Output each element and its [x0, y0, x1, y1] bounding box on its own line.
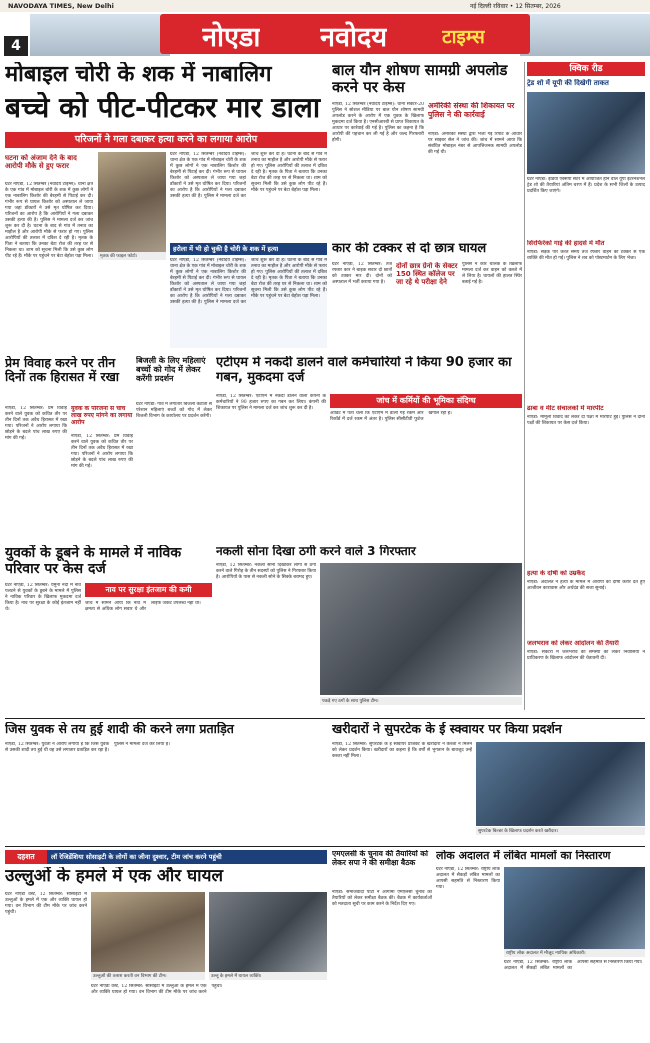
love-marriage-story: [5, 356, 133, 541]
love-body-2: नोएडा, 12 सितम्बर: प्रेम विवाह करने वाले युवक को कथित तौर पर तीन दिनों तक अवैध हिरासत में रखा गया। परिजनों ने आरोप लगाया कि छोड़ने के बदले पांच लाख रुपए की मांग की गई।: [71, 434, 133, 469]
quick-read-sub2: ढाबा व मीट संचालकों में मारपीट: [527, 405, 604, 412]
quick-read-column: [527, 62, 645, 710]
title-word-noida: नोएडा: [202, 22, 261, 53]
quick-read-sub4: जलभराव को लेकर आंदोलन की तैयारी: [527, 640, 619, 647]
owl-attack-story: [5, 850, 327, 1026]
gold-photo: [320, 563, 522, 695]
title-word-times: टाइम्स: [442, 26, 485, 48]
drown-kicker: नाव पर सुरक्षा इंतजाम की कमी: [85, 583, 212, 597]
lok-adalat-story: [436, 850, 645, 1026]
registration-marks-left: [6, 1030, 126, 1038]
lead-subbox-title: हरोला में भी हो चुकी है चोरी के शक में हत्या: [173, 245, 279, 253]
quick-read-body: ग्रेटर नोएडा: इंडिया एक्सपो सेंटर में आयोजित होने वाले यूपी इंटरनेशनल ट्रेड शो की तैयारियां अंतिम चरण में हैं। प्रदेश के सभी जिलों के उत्पाद प्रदर्शित किए जाएंगे।: [527, 177, 645, 194]
quick-read-divider: [524, 62, 525, 710]
car-right-col: पुलिस ने कार चालक के खिलाफ मामला दर्ज कर वाहन को कब्जे में ले लिया है। घायलों की हालत स्थिर बताई गई है।: [462, 262, 522, 285]
lokadalat-body-2: ग्रेटर नोएडा, 12 सितम्बर: राष्ट्रीय लोक अदालत में सैकड़ों लंबित मामलों का आपसी सहमति से निस्तारण किया गया।: [504, 960, 643, 971]
skyline-right: [520, 14, 650, 56]
car-pullquote: दोनों छात्र ग्रेनो के सेक्टर 150 स्थित कॉलेज पर जा रहे थे परीक्षा देने: [396, 262, 458, 287]
marriage-harassment-story: [5, 722, 327, 842]
lead-kicker: परिजनों ने गला दबाकर हत्या करने का लगाया आरोप: [5, 132, 327, 148]
lead-headline-line2: बच्चे को पीट-पीटकर मार डाला: [5, 92, 321, 124]
owl-caption-2: उल्लू के हमले में घायल व्यक्ति।: [209, 972, 327, 980]
registration-marks-right: [590, 1030, 645, 1038]
publication-name: NAVODAYA TIMES, New Delhi: [8, 2, 114, 10]
gold-headline: नकली सोना दिखा ठगी करने वाले 3 गिरफ्तार: [216, 545, 416, 558]
mid-page-rule: [5, 718, 645, 719]
drown-body: ग्रेटर नोएडा, 12 सितम्बर: यमुना नदी में नाव पलटने से युवकों के डूबने के मामले में पुलिस ने नाविक परिवार के खिलाफ मुकदमा दर्ज किया है। नाव पर सुरक्षा के कोई इंतजाम नहीं थे।: [5, 583, 81, 612]
owl-label: दहशत: [5, 850, 47, 864]
electric-body: ग्रेटर नोएडा: गांव में लगातार बिजली कटौती से परेशान महिलाएं बच्चों को गोद में लेकर बिजली विभाग के कार्यालय पर प्रदर्शन करेंगी।: [136, 402, 212, 419]
gold-caption: पकड़े गए ठगों के साथ पुलिस टीम।: [320, 697, 522, 705]
quick-read-sub2-body: नोएडा: मामूली विवाद को लेकर दो पक्षों में मारपीट हुई। पुलिस ने दोनों पक्षों की शिकायत पर केस दर्ज किया।: [527, 415, 645, 426]
supertech-caption: सुपरटेक बिल्डर के खिलाफ प्रदर्शन करते खरीदार।: [476, 827, 645, 835]
lokadalat-body: ग्रेटर नोएडा, 12 सितम्बर: राष्ट्रीय लोक अदालत में सैकड़ों लंबित मामलों का आपसी सहमति से निस्तारण किया गया।: [436, 867, 500, 890]
owl-body-2: ग्रेटर नोएडा वेस्ट, 12 सितम्बर: सोसाइटी में उल्लुओं के हमले में एक और व्यक्ति घायल हो गया। वन विभाग की टीम मौके पर जांच करने पहुंची।: [91, 984, 223, 995]
lokadalat-headline: लोक अदालत में लंबित मामलों का निस्तारण: [436, 850, 611, 862]
atm-sub: जांच में कर्मियों की भूमिका संदिग्ध: [330, 394, 522, 408]
lead-body: ग्रेटर नोएडा, 12 सितम्बर (नवोदय टाइम्स): थाना क्षेत्र के एक गांव में मोबाइल चोरी के शक में कुछ लोगों ने एक नाबालिग किशोर की बेरहमी से पिटाई कर दी। गंभीर रूप से घायल किशोर को अस्पताल ले जाया गया जहां डॉक्टरों ने उसे मृत घोषित कर दिया। परिजनों का आरोप है कि आरोपियों ने गला दबाकर उसकी हत्या की है। पुलिस ने मामला दर्ज कर जांच शुरू कर दी है। घटना के बाद से गांव में तनाव का माहौल है और आरोपी मौके से फरार हो गए। पुलिस आरोपियों की तलाश में दबिश दे रही है। मृतक के पिता ने बताया कि उनका बेटा रोज की तरह घर से निकला था। शाम को सूचना मिली कि उसे कुछ लोग पीट रहे हैं। मौके पर पहुंचने पर बेटा बेहोश पड़ा मिला।: [170, 152, 327, 199]
pocso-story: [332, 62, 522, 237]
marriage-headline: जिस युवक से तय हुई शादी की करने लगा प्रताड़ित: [5, 722, 234, 736]
atm-sub-body: ऑडिट में पता चला कि एटीएम में डाली गई रकम और रिकॉर्ड में दर्ज रकम में अंतर है। पुलिस सीसीटीवी फुटेज खंगाल रही है।: [330, 411, 452, 422]
marriage-body: नोएडा, 12 सितम्बर: युवती ने आरोप लगाया है कि जिस युवक से उसकी शादी तय हुई थी वह उसे लगातार प्रताड़ित कर रहा है। पुलिस ने मामला दर्ज कर लिया है।: [5, 742, 170, 753]
supertech-headline: खरीदारों ने सुपरटेक के ई स्क्वायर पर किया प्रदर्शन: [332, 722, 562, 736]
quick-read-sub1: सिरफिरेकों गाई की हादसे में मौत: [527, 240, 605, 247]
fake-gold-story: [216, 545, 522, 715]
owl-headline: उल्लुओं के हमले में एक और घायल: [5, 867, 223, 886]
drowning-story: [5, 545, 212, 715]
owl-kicker: लॉ रेजिडेंशिया सोसाइटी के लोगों का जीना दुश्वार, टीम जांच करने पहुंची: [51, 853, 222, 861]
quick-read-sub4-body: नोएडा: सेक्टरों में जलभराव की समस्या को लेकर निवासियों ने प्राधिकरण के खिलाफ आंदोलन की चेतावनी दी।: [527, 650, 645, 661]
car-headline: कार की टक्कर से दो छात्र घायल: [332, 242, 487, 256]
atm-headline: एटीएम में नकदी डालने वाले कर्मचारियों ने किया 90 हजार का गबन, मुकदमा दर्ज: [216, 356, 512, 385]
title-banner: [160, 14, 530, 54]
quick-read-label: क्विक रीड: [527, 62, 645, 76]
gold-body: नोएडा, 12 सितम्बर: नकली सोना दिखाकर लोगों से ठगी करने वाले गिरोह के तीन सदस्यों को पुलिस ने गिरफ्तार किया है। आरोपियों के पास से नकली सोने के सिक्के बरामद हुए।: [216, 563, 316, 580]
electric-headline: बिजली के लिए महिलाएं बच्चों को गोद में लेकर करेंगी प्रदर्शन: [136, 356, 206, 384]
lead-photo: [98, 152, 166, 252]
owl-body: ग्रेटर नोएडा वेस्ट, 12 सितम्बर: सोसाइटी में उल्लुओं के हमले में एक और व्यक्ति घायल हो गया। वन विभाग की टीम मौके पर जांच करने पहुंची।: [5, 892, 87, 915]
supertech-body: नोएडा, 12 सितम्बर: सुपरटेक के ई स्क्वायर प्रोजेक्ट के खरीदारों ने कब्जा न मिलने को लेकर प्रदर्शन किया। खरीदारों का कहना है कि वर्षों से भुगतान के बावजूद उन्हें कब्जा नहीं मिला।: [332, 742, 472, 759]
pocso-body: नोएडा, 12 सितम्बर (नवोदय टाइम्स): थाना सेक्टर-20 पुलिस ने सोशल मीडिया पर बाल यौन शोषण सामग्री अपलोड करने के आरोप में एक युवक के खिलाफ मुकदमा दर्ज किया है। एनसीआरबी से प्राप्त शिकायत के आधार पर कार्रवाई की गई है। पुलिस का कहना है कि आरोपी की पहचान कर ली गई है और जल्द गिरफ्तारी होगी।: [332, 102, 424, 143]
drown-headline: युवकों के डूबने के मामले में नाविक परिवार पर केस दर्ज: [5, 545, 182, 578]
car-story: [332, 242, 522, 350]
owl-caption-1: उल्लुओं की तलाश करती वन विभाग की टीम।: [91, 972, 205, 980]
quick-read-sub1-body: नोएडा: सड़क पार करते समय तेज रफ्तार वाहन की टक्कर से एक व्यक्ति की मौत हो गई। पुलिस ने शव को पोस्टमार्टम के लिए भेजा।: [527, 250, 645, 261]
lokadalat-photo: [504, 867, 645, 949]
atm-story: [216, 356, 522, 541]
atm-body: नोएडा, 12 सितम्बर: एटीएम में नकदी डालने वाली कंपनी के कर्मचारियों ने 90 हजार रुपए का गबन कर लिया। कंपनी की शिकायत पर पुलिस ने मामला दर्ज कर जांच शुरू कर दी है।: [216, 394, 326, 411]
quick-read-sub3: हत्या के दोषी को उम्रकैद: [527, 570, 585, 577]
owl-photo-1: [91, 892, 205, 972]
title-word-navoday: नवोदय: [320, 22, 387, 53]
supertech-photo: [476, 742, 645, 826]
lead-side-text: ग्रेटर नोएडा, 12 सितम्बर (नवोदय टाइम्स): थाना क्षेत्र के एक गांव में मोबाइल चोरी के शक में कुछ लोगों ने एक नाबालिग किशोर की बेरहमी से पिटाई कर दी। गंभीर रूप से घायल किशोर को अस्पताल ले जाया गया जहां डॉक्टरों ने उसे मृत घोषित कर दिया। परिजनों का आरोप है कि आरोपियों ने गला दबाकर उसकी हत्या की है। पुलिस ने मामला दर्ज कर जांच शुरू कर दी है। घटना के बाद से गांव में तनाव का माहौल है और आरोपी मौके से फरार हो गए। पुलिस आरोपियों की तलाश में दबिश दे रही है। मृतक के पिता ने बताया कि उनका बेटा रोज की तरह घर से निकला था। शाम को सूचना मिली कि उसे कुछ लोग पीट रहे हैं। मौके पर पहुंचने पर बेटा बेहोश पड़ा मिला।: [5, 182, 93, 259]
masthead: [0, 0, 650, 60]
edition-date: नई दिल्ली रविवार • 12 सितम्बर, 2026: [470, 3, 561, 10]
us-body-text: नोएडा: अमेरिकी संस्था द्वारा भेजी गई रिपोर्ट के आधार पर साइबर सेल ने जांच की। जांच में सामने आया कि संबंधित मोबाइल नंबर से आपत्तिजनक सामग्री अपलोड की गई थी।: [428, 132, 522, 155]
lead-side-bullet: घटना को अंजाम देने के बाद आरोपी मौके से हुए फरार: [5, 154, 77, 171]
page-number: 4: [4, 36, 28, 56]
car-body: ग्रेटर नोएडा, 12 सितम्बर: तेज रफ्तार कार ने बाइक सवार दो छात्रों को टक्कर मार दी। दोनों को अस्पताल में भर्ती कराया गया है।: [332, 262, 392, 285]
supertech-story: [332, 722, 645, 842]
lead-story: [5, 62, 327, 352]
mlc-body: नोएडा: समाजवादी पार्टी ने आगामी एमएलसी चुनाव की तैयारियों को लेकर समीक्षा बैठक की। बैठक में कार्यकर्ताओं को मतदाता सूची पर काम करने के निर्देश दिए गए।: [332, 890, 432, 907]
quick-read-headline: ट्रेड शो में यूपी की दिखेगी ताकत: [527, 79, 609, 87]
mlc-story: [332, 850, 432, 1026]
pocso-headline: बाल यौन शोषण सामग्री अपलोड करने पर केस: [332, 62, 508, 97]
quick-read-sub3-body: नोएडा: अदालत ने हत्या के मामले में आरोपी को दोषी करार देते हुए आजीवन कारावास और अर्थदंड की सजा सुनाई।: [527, 580, 645, 591]
drown-kicker-body: जांच में सामने आया कि नाव में क्षमता से अधिक लोग सवार थे और लाइफ जैकेट उपलब्ध नहीं थी।: [85, 601, 201, 612]
quick-read-photo: [527, 92, 645, 174]
lead-headline-line1: मोबाइल चोरी के शक में नाबालिग: [5, 62, 272, 87]
love-body: नोएडा, 12 सितम्बर: प्रेम विवाह करने वाले युवक को कथित तौर पर तीन दिनों तक अवैध हिरासत में रखा गया। परिजनों ने आरोप लगाया कि छोड़ने के बदले पांच लाख रुपए की मांग की गई।: [5, 406, 67, 441]
lead-subbox-body: ग्रेटर नोएडा, 12 सितम्बर (नवोदय टाइम्स): थाना क्षेत्र के एक गांव में मोबाइल चोरी के शक में कुछ लोगों ने एक नाबालिग किशोर की बेरहमी से पिटाई कर दी। गंभीर रूप से घायल किशोर को अस्पताल ले जाया गया जहां डॉक्टरों ने उसे मृत घोषित कर दिया। परिजनों का आरोप है कि आरोपियों ने गला दबाकर उसकी हत्या की है। पुलिस ने मामला दर्ज कर जांच शुरू कर दी है। घटना के बाद से गांव में तनाव का माहौल है और आरोपी मौके से फरार हो गए। पुलिस आरोपियों की तलाश में दबिश दे रही है। मृतक के पिता ने बताया कि उनका बेटा रोज की तरह घर से निकला था। शाम को सूचना मिली कि उसे कुछ लोग पीट रहे हैं। मौके पर पहुंचने पर बेटा बेहोश पड़ा मिला।: [170, 258, 327, 348]
skyline-left: [30, 14, 170, 56]
owl-photo-2: [209, 892, 327, 972]
electricity-story: [136, 356, 212, 541]
love-sub: युवक के परिजनों से चांच लाख रुपए मांगने का लगाया आरोप: [71, 406, 133, 426]
love-headline: प्रेम विवाह करने पर तीन दिनों तक हिरासत में रखा: [5, 356, 120, 385]
lokadalat-caption: राष्ट्रीय लोक अदालत में मौजूद न्यायिक अधिकारी।: [504, 949, 645, 957]
mlc-headline: एमएलसी के चुनाव की तैयारियों को लेकर सपा ने की समीक्षा बैठक: [332, 850, 429, 867]
us-body-headline: अमेरिकी संस्था की शिकायत पर पुलिस ने की कार्रवाई: [428, 102, 515, 119]
lead-subbox: [170, 243, 327, 255]
lead-photo-caption: मृतक की फाइल फोटो।: [98, 252, 166, 260]
lower-rule: [5, 846, 645, 847]
